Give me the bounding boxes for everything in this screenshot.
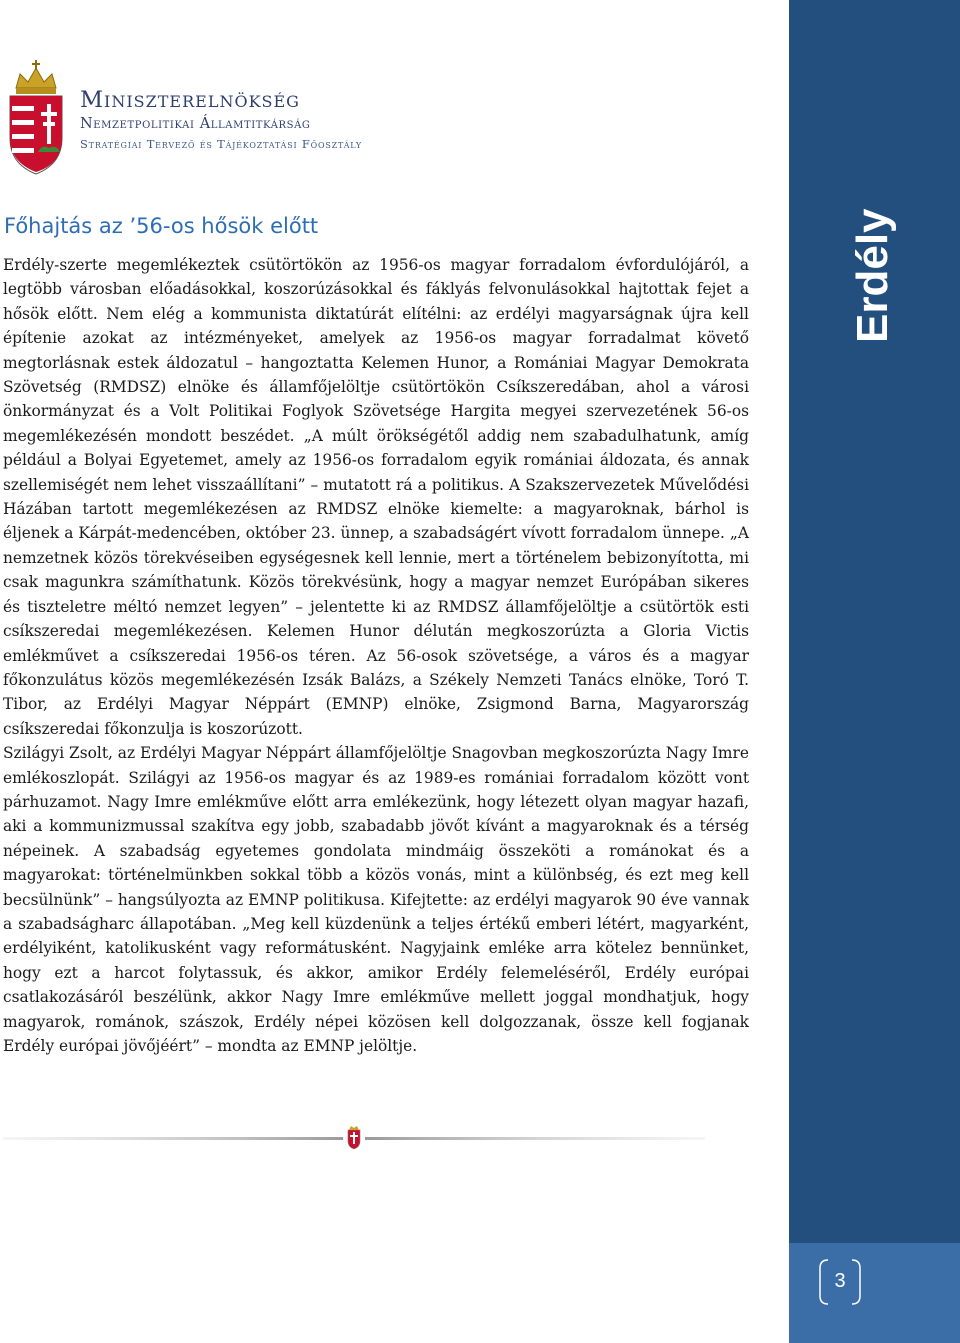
org-name: Miniszterelnökség [80, 87, 300, 113]
article-title: Főhajtás az ’56-os hősök előtt [4, 214, 319, 238]
article-paragraph: Szilágyi Zsolt, az Erdélyi Magyar Néppárt államfőjelöltje Snagovban megkoszorúzta Nagy Imre emlékoszlopát. Szilágyi az 1956-os magyar és az 1989-es romániai forradalom között vont párhuzamot. Nagy Imre emlékműve előtt arra emlékezünk, hogy létezett olyan magyar hazafi, aki a kommunizmussal szakítva egy jobb, szabadabb jövőt kívánt a magyaroknak és a térség népeinek. A szabadság egyetemes gondolata mindmáig összeköti a románokat és a magyarokat: történelmünkben sokkal több a közös vonás, mint a különbség, és ezt meg kell becsülnünk” – hangsúlyozta az EMNP politikusa. Kifejtette: az erdélyi magyarok 90 éve vannak a szabadságharc állapotában. „Meg kell küzdenünk a teljes értékű emberi létért, magyarként, erdélyiként, katolikusként vagy reformátusként. Nagyjaink emléke arra kötelez bennünket, hogy ezt a harcot folytassuk, és akkor, amikor Erdély felemeléséről, Erdély európai csatlakozásáról beszélünk, akkor Nagy Imre emlékműve mellett joggal mondhatjuk, hogy magyarok, románok, szászok, Erdély népei közösen kell dolgozzanak, össze kell fogjanak Erdély európai jövőjéért” – mondta az EMNP jelöltje. [3, 744, 749, 1055]
page-number: 3 [834, 1270, 846, 1292]
article-body [3, 253, 749, 1058]
org-subtitle: Nemzetpolitikai Államtitkárság [80, 116, 311, 132]
org-header [80, 88, 362, 152]
article-paragraph: Erdély-szerte megemlékeztek csütörtökön az 1956-os magyar forradalom évfordulójáról, a legtöbb városban előadásokkal, koszorúzásokkal és fáklyás felvonulásokkal hajtottak fejet a hősök előtt. Nem elég a kommunista diktatúrát elítélni: az erdélyi magyarságnak újra kell építenie azokat az intézményeket, amelyek az 1956-os magyar forradalmat követő megtorlásnak estek áldozatul – hangoztatta Kelemen Hunor, a Romániai Magyar Demokrata Szövetség (RMDSZ) elnöke és államfőjelöltje csütörtökön Csíkszeredában, ahol a városi önkormányzat és a Volt Politikai Foglyok Szövetsége Hargita megyei szervezetének 56-os megemlékezésén mondott beszédet. „A múlt örökségétől addig nem szabadulhatunk, amíg például a Bolyai Egyetemet, amely az 1956-os forradalom egyik romániai áldozata, és annak szellemiségét nem lehet visszaállítani” – mutatott rá a politikus. A Szakszervezetek Művelődési Házában tartott megemlékezésen az RMDSZ elnöke kiemelte: a magyaroknak, bárhol is éljenek a Kárpát-medencében, október 23. ünnep, a szabadságért vívott forradalom ünnepe. „A nemzetnek közös törekvéseiben egységesnek kell lennie, mert a történelem bebizonyította, mi csak magunkra számíthatunk. Közös törekvésünk, hogy a magyar nemzet Európában sikeres és tiszteletre méltó nemzet legyen” – jelentette ki az RMDSZ államfőjelöltje a csütörtök esti csíkszeredai megemlékezésen. Kelemen Hunor délután megkoszorúzta a Gloria Victis emlékművet a csíkszeredai 1956-os téren. Az 56-osok szövetsége, a város és a magyar főkonzulátus közös megemlékezésén Izsák Balázs, a Székely Nemzeti Tanács elnöke, Toró T. Tibor, az Erdélyi Magyar Néppárt (EMNP) elnöke, Zsigmond Barna, Magyarország csíkszeredai főkonzulja is koszorúzott. [3, 256, 749, 738]
decorative-divider [3, 1126, 705, 1150]
region-label-text: Erdély [848, 208, 897, 343]
coat-of-arms-logo [6, 60, 66, 180]
region-label [823, 195, 923, 345]
sidebar-footer [789, 1243, 960, 1343]
org-department: Stratégiai Tervező és Tájékoztatási Főosztály [80, 137, 362, 151]
